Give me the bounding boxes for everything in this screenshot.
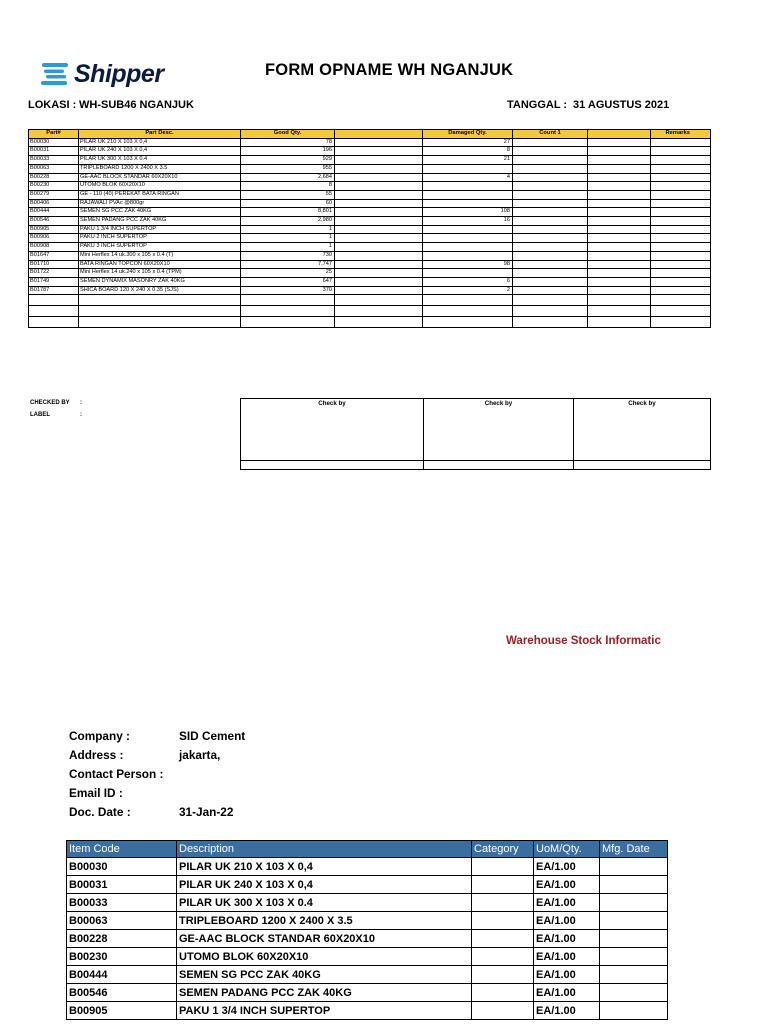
signature-cell: [241, 461, 424, 470]
opname-header-row: [29, 130, 711, 139]
opname-cell: [335, 182, 423, 191]
stock-cell: [600, 930, 668, 948]
opname-cell: [423, 190, 513, 199]
opname-row: [29, 243, 711, 252]
check-by-table: [240, 398, 711, 470]
opname-cell: [651, 295, 711, 306]
stock-cell: EA/1.00: [534, 966, 600, 984]
opname-cell: PAKU 3 INCH SUPERTOP: [79, 243, 241, 252]
opname-cell: [423, 225, 513, 234]
opname-cell: 2: [423, 286, 513, 295]
opname-cell: [588, 199, 651, 208]
opname-cell: 8: [423, 147, 513, 156]
stock-cell: B00228: [67, 930, 177, 948]
stock-col-header: Category: [472, 841, 534, 858]
opname-cell: 21: [423, 156, 513, 165]
opname-cell: UTOMO BLOK 60X20X10: [79, 182, 241, 191]
opname-cell: [335, 234, 423, 243]
opname-cell: [588, 147, 651, 156]
opname-cell: [651, 138, 711, 147]
opname-cell: 2,684: [241, 173, 335, 182]
opname-cell: [513, 217, 588, 226]
opname-cell: [335, 243, 423, 252]
opname-row: [29, 269, 711, 278]
opname-cell: RAJAWALI PVAc @800gr: [79, 199, 241, 208]
opname-cell: 25: [241, 269, 335, 278]
checked-by-colon: :: [80, 400, 82, 406]
opname-row: [29, 208, 711, 217]
stock-cell: [472, 912, 534, 930]
contact-person-label: Contact Person :: [69, 767, 164, 781]
company-label: Company :: [69, 729, 130, 743]
stock-row: [67, 894, 668, 912]
stock-cell: PILAR UK 240 X 103 X 0,4: [177, 876, 472, 894]
stock-cell: B00031: [67, 876, 177, 894]
opname-cell: [588, 277, 651, 286]
opname-row: [29, 217, 711, 226]
opname-cell: [423, 182, 513, 191]
opname-cell: [335, 164, 423, 173]
stock-cell: [472, 966, 534, 984]
opname-cell: B00063: [29, 164, 79, 173]
opname-cell: B01787: [29, 286, 79, 295]
opname-cell: [651, 217, 711, 226]
opname-cell: B01722: [29, 269, 79, 278]
label-colon: :: [80, 412, 82, 418]
stock-cell: [472, 1002, 534, 1020]
opname-cell: [423, 234, 513, 243]
stock-row: [67, 930, 668, 948]
opname-cell: [335, 190, 423, 199]
opname-cell: 78: [241, 138, 335, 147]
stock-row: [67, 984, 668, 1002]
opname-cell: [513, 199, 588, 208]
stock-cell: [472, 894, 534, 912]
opname-cell: [651, 243, 711, 252]
opname-cell: PILAR UK 240 X 103 X 0,4: [79, 147, 241, 156]
stock-row: [67, 1002, 668, 1020]
stock-cell: B00230: [67, 948, 177, 966]
shipper-logo: [40, 56, 190, 92]
doc-date-value: 31-Jan-22: [179, 805, 234, 819]
opname-cell: [335, 173, 423, 182]
col-header: [335, 130, 423, 139]
opname-cell: B00908: [29, 243, 79, 252]
stock-cell: [600, 858, 668, 876]
opname-cell: [651, 147, 711, 156]
opname-cell: Mini Herflex 14 uk.300 x 105 x 0.4 (T): [79, 251, 241, 260]
opname-row: [29, 225, 711, 234]
stock-cell: EA/1.00: [534, 894, 600, 912]
stock-cell: EA/1.00: [534, 1002, 600, 1020]
opname-cell: [513, 317, 588, 328]
opname-cell: [651, 286, 711, 295]
opname-cell: B00031: [29, 147, 79, 156]
stock-cell: [600, 966, 668, 984]
stock-cell: SEMEN PADANG PCC ZAK 40KG: [177, 984, 472, 1002]
stock-col-header: Mfg. Date: [600, 841, 668, 858]
opname-cell: [423, 269, 513, 278]
opname-cell: [335, 269, 423, 278]
stock-cell: [472, 948, 534, 966]
opname-cell: [335, 251, 423, 260]
company-value: SID Cement: [179, 729, 246, 743]
opname-row: [29, 173, 711, 182]
opname-cell: [423, 317, 513, 328]
logo-text: Shipper: [74, 59, 164, 88]
opname-cell: B00406: [29, 199, 79, 208]
lokasi-value: WH-SUB46 NGANJUK: [79, 99, 194, 111]
opname-cell: [335, 317, 423, 328]
stock-cell: [472, 930, 534, 948]
opname-cell: [29, 306, 79, 317]
opname-cell: PILAR UK 210 X 103 X 0,4: [79, 138, 241, 147]
opname-cell: [588, 269, 651, 278]
email-label: Email ID :: [69, 786, 123, 800]
opname-cell: PAKU 2 INCH SUPERTOP: [79, 234, 241, 243]
stock-header-row: [67, 841, 668, 858]
stock-row: [67, 966, 668, 984]
opname-cell: B01647: [29, 251, 79, 260]
opname-cell: [423, 295, 513, 306]
opname-cell: B00230: [29, 182, 79, 191]
stock-cell: [600, 876, 668, 894]
opname-cell: 647: [241, 277, 335, 286]
stock-cell: GE-AAC BLOCK STANDAR 60X20X10: [177, 930, 472, 948]
opname-row: [29, 199, 711, 208]
stock-cell: SEMEN SG PCC ZAK 40KG: [177, 966, 472, 984]
lokasi-label: LOKASI :: [28, 99, 77, 111]
opname-cell: [335, 208, 423, 217]
opname-empty-row: [29, 295, 711, 306]
opname-row: [29, 138, 711, 147]
opname-cell: [513, 190, 588, 199]
stock-row: [67, 858, 668, 876]
col-header: Part Desc.: [79, 130, 241, 139]
opname-cell: BATA RINGAN TOPCON 60X20X10: [79, 260, 241, 269]
label-label: LABEL: [30, 412, 50, 418]
opname-cell: 60: [241, 199, 335, 208]
opname-cell: [513, 138, 588, 147]
shipper-logo-icon: [40, 60, 70, 88]
opname-row: [29, 147, 711, 156]
opname-cell: B01749: [29, 277, 79, 286]
opname-cell: [651, 156, 711, 165]
opname-cell: [513, 260, 588, 269]
opname-cell: [651, 199, 711, 208]
opname-cell: B00546: [29, 217, 79, 226]
stock-cell: PILAR UK 210 X 103 X 0,4: [177, 858, 472, 876]
opname-cell: B00033: [29, 156, 79, 165]
opname-cell: [79, 317, 241, 328]
opname-cell: [335, 156, 423, 165]
opname-cell: [79, 306, 241, 317]
opname-cell: PAKU 1 3/4 INCH SUPERTOP: [79, 225, 241, 234]
stock-row: [67, 912, 668, 930]
opname-cell: GE - 110 (40) PEREKAT BATA RINGAN: [79, 190, 241, 199]
opname-cell: [588, 317, 651, 328]
opname-cell: B00279: [29, 190, 79, 199]
opname-row: [29, 182, 711, 191]
stock-table: [66, 840, 668, 1020]
tanggal-value: 31 AGUSTUS 2021: [573, 99, 670, 111]
opname-cell: [241, 317, 335, 328]
opname-cell: [513, 251, 588, 260]
opname-cell: [588, 306, 651, 317]
opname-cell: 8: [241, 182, 335, 191]
stock-cell: B00905: [67, 1002, 177, 1020]
col-header: Remarks: [651, 130, 711, 139]
opname-table: [28, 129, 711, 328]
opname-cell: 55: [241, 190, 335, 199]
opname-cell: [651, 260, 711, 269]
stock-cell: B00033: [67, 894, 177, 912]
stock-cell: [600, 912, 668, 930]
stock-cell: B00030: [67, 858, 177, 876]
stock-cell: [600, 948, 668, 966]
opname-cell: [651, 269, 711, 278]
opname-cell: [651, 225, 711, 234]
doc-date-label: Doc. Date :: [69, 805, 131, 819]
opname-cell: 7,747: [241, 260, 335, 269]
stock-cell: UTOMO BLOK 60X20X10: [177, 948, 472, 966]
col-header: [588, 130, 651, 139]
stock-col-header: Item Code: [67, 841, 177, 858]
opname-cell: SEMEN DYNAMIX MASONRY ZAK 40KG: [79, 277, 241, 286]
opname-cell: [651, 277, 711, 286]
opname-cell: [651, 182, 711, 191]
opname-cell: [335, 295, 423, 306]
stock-cell: EA/1.00: [534, 912, 600, 930]
opname-cell: [335, 225, 423, 234]
opname-cell: B00228: [29, 173, 79, 182]
opname-empty-row: [29, 306, 711, 317]
stock-cell: PILAR UK 300 X 103 X 0.4: [177, 894, 472, 912]
stock-col-header: Description: [177, 841, 472, 858]
opname-cell: 16: [423, 217, 513, 226]
opname-cell: SEMEN PADANG PCC ZAK 40KG: [79, 217, 241, 226]
opname-cell: [588, 251, 651, 260]
opname-cell: [423, 164, 513, 173]
check-by-cell: Check by: [574, 399, 711, 461]
check-by-cell: Check by: [241, 399, 424, 461]
opname-cell: 27: [423, 138, 513, 147]
opname-cell: [335, 217, 423, 226]
opname-cell: [651, 317, 711, 328]
opname-cell: 98: [423, 260, 513, 269]
opname-cell: [423, 199, 513, 208]
stock-cell: [600, 984, 668, 1002]
opname-cell: [335, 306, 423, 317]
opname-cell: [651, 234, 711, 243]
opname-cell: 6: [423, 277, 513, 286]
warehouse-stock-heading: Warehouse Stock Informatic: [506, 635, 661, 647]
opname-cell: 1: [241, 243, 335, 252]
opname-cell: [651, 164, 711, 173]
opname-cell: [513, 306, 588, 317]
stock-cell: EA/1.00: [534, 930, 600, 948]
stock-row: [67, 876, 668, 894]
opname-row: [29, 156, 711, 165]
opname-cell: [588, 243, 651, 252]
stock-row: [67, 948, 668, 966]
opname-cell: 4: [423, 173, 513, 182]
opname-cell: [588, 234, 651, 243]
opname-cell: 8,801: [241, 208, 335, 217]
opname-cell: [241, 295, 335, 306]
opname-cell: [588, 260, 651, 269]
stock-cell: [600, 1002, 668, 1020]
opname-cell: [588, 217, 651, 226]
stock-cell: [472, 858, 534, 876]
opname-cell: B00905: [29, 225, 79, 234]
stock-cell: EA/1.00: [534, 858, 600, 876]
opname-cell: [651, 208, 711, 217]
opname-cell: [513, 225, 588, 234]
col-header: Good Qty.: [241, 130, 335, 139]
opname-cell: [588, 138, 651, 147]
opname-cell: [29, 317, 79, 328]
opname-cell: [335, 286, 423, 295]
opname-row: [29, 234, 711, 243]
opname-cell: B00444: [29, 208, 79, 217]
opname-cell: [588, 156, 651, 165]
opname-cell: GE-AAC BLOCK STANDAR 60X20X10: [79, 173, 241, 182]
opname-cell: [513, 269, 588, 278]
opname-cell: [588, 164, 651, 173]
opname-cell: [588, 295, 651, 306]
opname-cell: SEMEN SG PCC ZAK 40KG: [79, 208, 241, 217]
opname-cell: Mini Herflex 14 uk.240 x 105 x 0.4 (TPM): [79, 269, 241, 278]
col-header: Count 1: [513, 130, 588, 139]
opname-cell: [513, 147, 588, 156]
opname-cell: [513, 164, 588, 173]
opname-row: [29, 251, 711, 260]
opname-cell: [335, 138, 423, 147]
opname-cell: [651, 306, 711, 317]
opname-row: [29, 286, 711, 295]
checked-by-label: CHECKED BY: [30, 400, 70, 406]
stock-cell: EA/1.00: [534, 984, 600, 1002]
address-label: Address :: [69, 748, 124, 762]
opname-cell: [513, 234, 588, 243]
opname-cell: [588, 182, 651, 191]
opname-cell: B00906: [29, 234, 79, 243]
opname-cell: [423, 243, 513, 252]
col-header: Part#: [29, 130, 79, 139]
opname-row: [29, 277, 711, 286]
opname-cell: [29, 295, 79, 306]
opname-cell: 730: [241, 251, 335, 260]
opname-cell: [335, 147, 423, 156]
stock-cell: B00546: [67, 984, 177, 1002]
stock-cell: PAKU 1 3/4 INCH SUPERTOP: [177, 1002, 472, 1020]
opname-cell: [513, 156, 588, 165]
opname-cell: [335, 260, 423, 269]
stock-col-header: UoM/Qty.: [534, 841, 600, 858]
opname-cell: PILAR UK 300 X 103 X 0.4: [79, 156, 241, 165]
signature-cell: [574, 461, 711, 470]
opname-cell: 955: [241, 164, 335, 173]
stock-cell: [472, 876, 534, 894]
opname-cell: [651, 173, 711, 182]
opname-cell: [335, 277, 423, 286]
col-header: Damaged Qty.: [423, 130, 513, 139]
opname-cell: TRIPLEBOARD 1200 X 2400 X 3.5: [79, 164, 241, 173]
stock-cell: B00444: [67, 966, 177, 984]
address-value: jakarta,: [179, 748, 221, 762]
opname-cell: [588, 208, 651, 217]
opname-cell: 108: [423, 208, 513, 217]
opname-cell: [588, 286, 651, 295]
stock-cell: EA/1.00: [534, 948, 600, 966]
opname-cell: [241, 306, 335, 317]
opname-cell: 929: [241, 156, 335, 165]
opname-cell: [513, 277, 588, 286]
opname-row: [29, 190, 711, 199]
opname-cell: 196: [241, 147, 335, 156]
opname-cell: [588, 173, 651, 182]
stock-cell: EA/1.00: [534, 876, 600, 894]
opname-cell: 370: [241, 286, 335, 295]
opname-cell: [335, 199, 423, 208]
opname-cell: 2,980: [241, 217, 335, 226]
opname-cell: [423, 306, 513, 317]
opname-empty-row: [29, 317, 711, 328]
opname-cell: 1: [241, 234, 335, 243]
opname-cell: [513, 243, 588, 252]
stock-cell: [600, 894, 668, 912]
opname-cell: B01710: [29, 260, 79, 269]
stock-cell: TRIPLEBOARD 1200 X 2400 X 3.5: [177, 912, 472, 930]
check-by-cell: Check by: [424, 399, 574, 461]
opname-cell: [513, 295, 588, 306]
opname-cell: SHICA BOARD 120 X 240 X 0.35 (SJS): [79, 286, 241, 295]
opname-cell: 1: [241, 225, 335, 234]
opname-cell: [588, 225, 651, 234]
signature-cell: [424, 461, 574, 470]
opname-cell: B00030: [29, 138, 79, 147]
opname-cell: [588, 190, 651, 199]
opname-row: [29, 260, 711, 269]
opname-cell: [513, 173, 588, 182]
opname-row: [29, 164, 711, 173]
opname-cell: [513, 182, 588, 191]
tanggal-label: TANGGAL :: [507, 99, 568, 111]
opname-cell: [513, 208, 588, 217]
opname-cell: [513, 286, 588, 295]
stock-cell: B00063: [67, 912, 177, 930]
stock-cell: [472, 984, 534, 1002]
opname-cell: [651, 251, 711, 260]
opname-cell: [79, 295, 241, 306]
form-title: FORM OPNAME WH NGANJUK: [265, 61, 514, 79]
opname-cell: [651, 190, 711, 199]
opname-cell: [423, 251, 513, 260]
